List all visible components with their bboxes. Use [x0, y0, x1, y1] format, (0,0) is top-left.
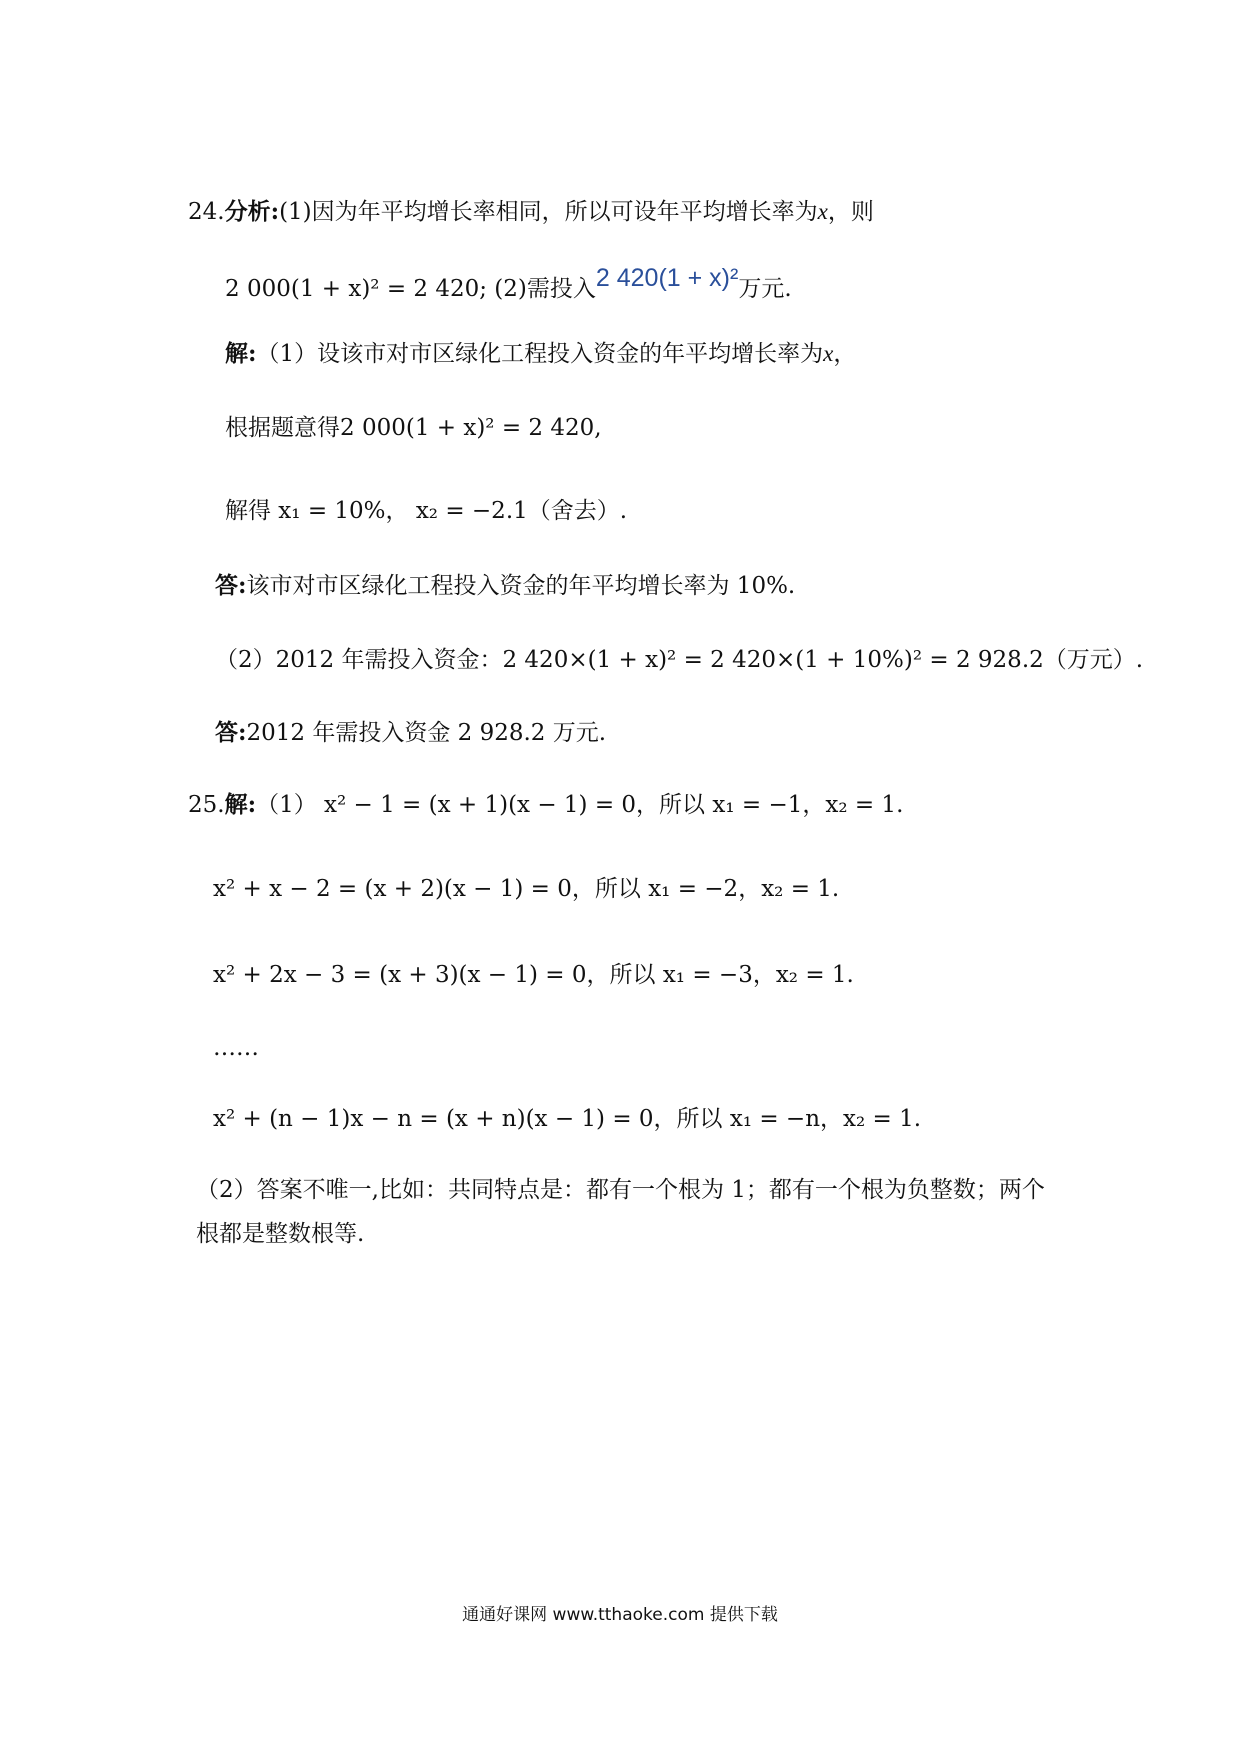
q24-solution-tail: ， [833, 341, 857, 367]
q25-equation-2: x² + x − 2 = (x + 2)(x − 1) = 0，所以 x₁ = −2，x₂ = 1. [213, 876, 840, 902]
q24-solution-label: 解: [225, 340, 257, 367]
q24-solution-line [225, 339, 856, 369]
q25-solution-label: 解: [224, 791, 257, 818]
page-footer: 通通好课网 www.tthaoke.com 提供下载 [462, 1605, 778, 1625]
q24-answer-2-label: 答: [215, 719, 247, 746]
q25-part2: （2）答案不唯一,比如：共同特点是：都有一个根为 1；都有一个根为负整数；两个根都是整数根等. [196, 1177, 1045, 1247]
q25-equation-1: （1） x² − 1 = (x + 1)(x − 1) = 0，所以 x₁ = −1，x₂ = 1. [256, 792, 904, 818]
q24-answer-1-label: 答: [215, 572, 247, 599]
q25-ellipsis: …… [213, 1035, 259, 1061]
q24-analysis-var: x [817, 199, 828, 224]
q25-number: 25. [188, 792, 225, 818]
q25-equation-3: x² + 2x − 3 = (x + 3)(x − 1) = 0，所以 x₁ = −3，x₂ = 1. [213, 962, 854, 988]
q24-equation-line [225, 264, 792, 304]
q24-answer-2-text: 2012 年需投入资金 2 928.2 万元. [246, 720, 607, 746]
q24-answer-1-text: 该市对市区绿化工程投入资金的年平均增长率为 10%. [246, 573, 796, 599]
q24-answer-2 [215, 718, 606, 748]
q24-analysis-label: 分析: [224, 198, 280, 225]
q24-analysis-tail: ，则 [827, 199, 874, 225]
q24-solution-var: x [823, 341, 834, 366]
q24-answer-1 [215, 571, 795, 601]
q24-equation: 2 000(1 + x)² = 2 420; (2)需投入 [225, 276, 596, 302]
q24-part2: （2）2012 年需投入资金：2 420×(1 + x)² = 2 420×(1 + 10%)² = 2 928.2（万元）. [215, 647, 1144, 673]
q24-number: 24. [188, 199, 225, 225]
q25-line-1 [188, 790, 903, 820]
q24-solution-text: （1）设该市对市区绿化工程投入资金的年平均增长率为 [256, 341, 824, 367]
q25-equation-n: x² + (n − 1)x − n = (x + n)(x − 1) = 0，所以 x₁ = −n，x₂ = 1. [213, 1106, 922, 1132]
q24-analysis-text: (1)因为年平均增长率相同，所以可设年平均增长率为 [279, 199, 818, 225]
q24-analysis-line [188, 197, 874, 227]
q24-setup-equation: 根据题意得2 000(1 + x)² = 2 420, [225, 415, 602, 441]
q24-equation-unit: 万元. [738, 276, 792, 302]
q24-roots: 解得 x₁ = 10%， x₂ = −2.1（舍去）. [225, 498, 628, 524]
q24-equation-highlight: 2 420(1 + x)² [595, 264, 739, 292]
